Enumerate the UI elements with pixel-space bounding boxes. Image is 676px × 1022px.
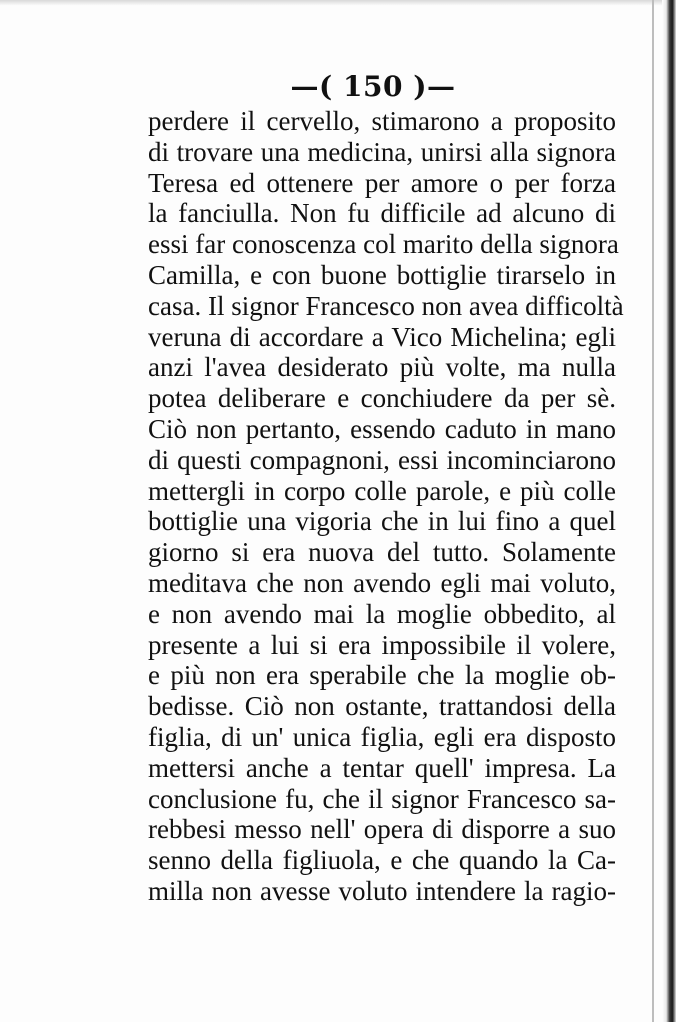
text-line: e più non era sperabile che la moglie ob- xyxy=(148,660,616,691)
text-line: casa. Il signor Francesco non avea difficoltà xyxy=(148,290,624,321)
text-line: veruna di accordare a Vico Michelina; egli xyxy=(148,321,616,352)
text-line: di trovare una medicina, unirsi alla signora xyxy=(148,136,616,167)
page-fold-line xyxy=(652,0,654,1022)
text-line: Camilla, e con buone bottiglie tirarselo in xyxy=(148,259,616,290)
text-line: Ciò non pertanto, essendo caduto in mano xyxy=(148,413,616,444)
body-text xyxy=(148,106,624,907)
page-top-edge xyxy=(0,0,676,6)
text-line: conclusione fu, che il signor Francesco sa- xyxy=(148,783,616,814)
text-line: senno della figliuola, e che quando la Ca- xyxy=(148,845,616,876)
text-line: bedisse. Ciò non ostante, trattandosi della xyxy=(148,691,616,722)
text-line: bottiglie una vigoria che in lui fino a quel xyxy=(148,506,616,537)
text-line: meditava che non avendo egli mai voluto, xyxy=(148,567,616,598)
text-line: mettergli in corpo colle parole, e più colle xyxy=(148,475,616,506)
text-line: Teresa ed ottenere per amore o per forza xyxy=(148,167,616,198)
text-line: milla non avesse voluto intendere la ragio- xyxy=(148,875,616,906)
text-line: di questi compagnoni, essi incominciarono xyxy=(148,444,616,475)
text-line: perdere il cervello, stimarono a proposito xyxy=(148,106,616,136)
page-number: —( 150 )— xyxy=(290,70,456,103)
text-line: figlia, di un' unica figlia, egli era disposto xyxy=(148,721,616,752)
text-line: anzi l'avea desiderato più volte, ma nulla xyxy=(148,352,616,383)
text-line: la fanciulla. Non fu difficile ad alcuno di xyxy=(148,198,616,229)
text-line: essi far conoscenza col marito della signora xyxy=(148,229,619,260)
text-line: rebbesi messo nell' opera di disporre a suo xyxy=(148,814,616,845)
page-number-header xyxy=(0,70,676,103)
text-line: mettersi anche a tentar quell' impresa. La xyxy=(148,752,616,783)
text-line: giorno si era nuova del tutto. Solamente xyxy=(148,537,616,568)
text-line: presente a lui si era impossibile il volere, xyxy=(148,629,616,660)
text-line: potea deliberare e conchiudere da per sè. xyxy=(148,383,616,414)
text-line: e non avendo mai la moglie obbedito, al xyxy=(148,598,616,629)
page-right-edge xyxy=(662,0,676,1022)
